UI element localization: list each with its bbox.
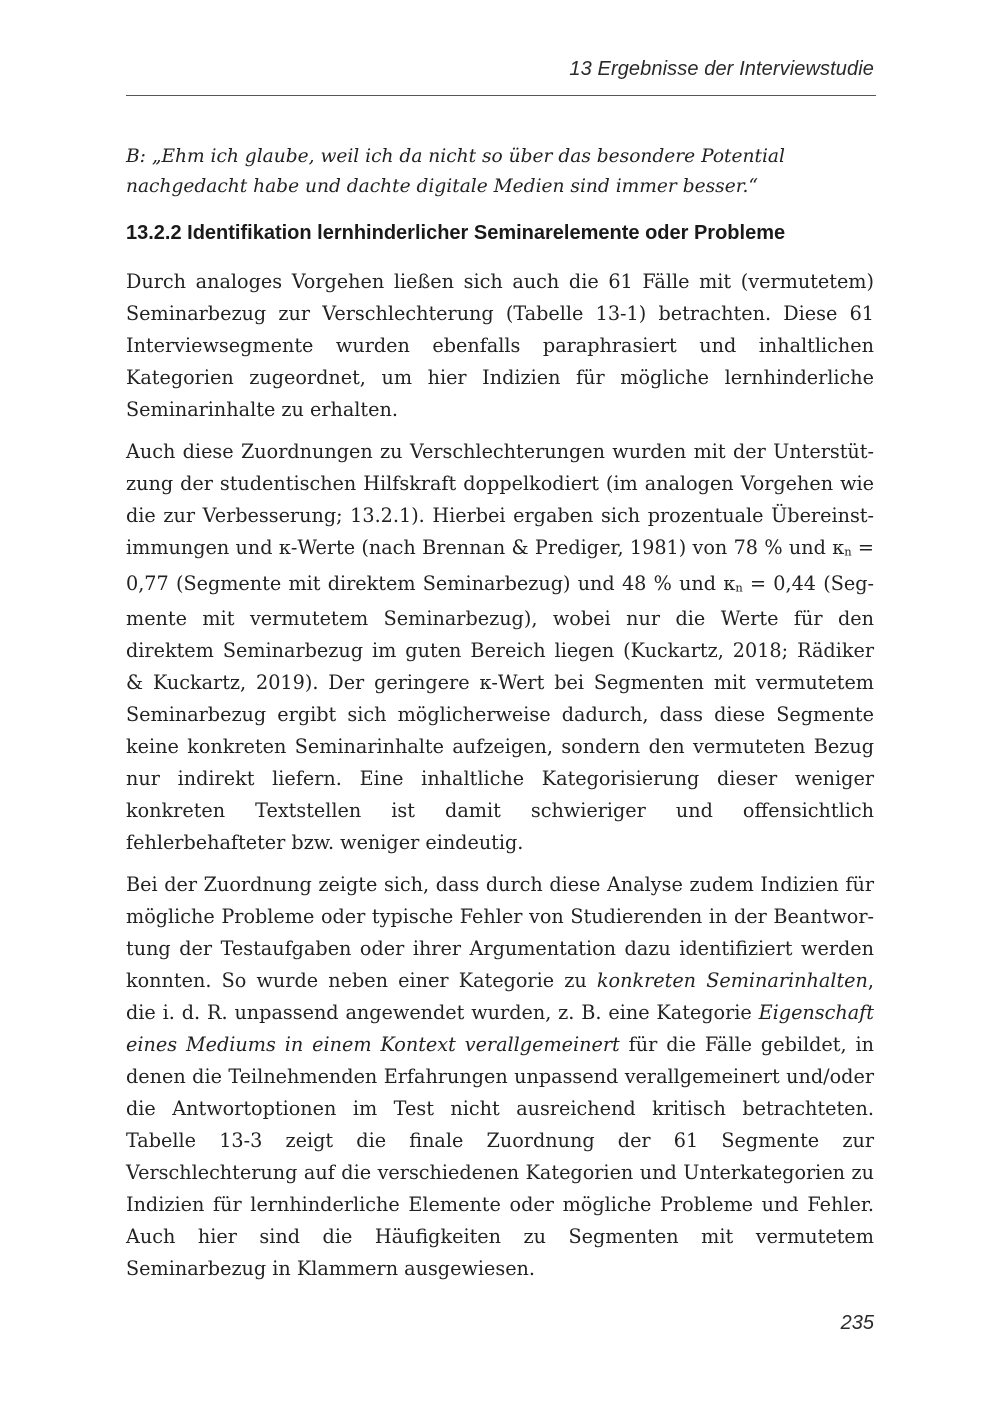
- paragraph-2-text-a: Auch diese Zuordnungen zu Verschlechterungen wurden mit der Unterstützung der studentischen Hilfskraft doppelkodiert (im analogen Vorgehen wie die zur Verbesserung; 13.2.1). Hierbei ergaben sich prozentuale Übereinstimmungen und κ-Werte (nach Brennan & Prediger, 1981) von 78 % und: [126, 440, 874, 559]
- paragraph-2-text-c: = 0,44 (Segmente mit vermutetem Seminarbezug), wobei nur die Werte für den direktem Seminarbezug im guten Bereich liegen (Kuckartz, 2018; Rädiker & Kuckartz, 2019). Der geringere κ-Wert bei Segmenten mit vermutetem Seminarbezug ergibt sich möglicherweise dadurch, dass diese Segmente keine konkreten Seminarinhalte aufzeigen, sondern den vermuteten Bezug nur indirekt liefern. Eine inhaltliche Kategorisierung dieser weniger konkreten Textstellen ist damit schwieriger und offensichtlich fehlerbehafteter bzw. weniger eindeutig.: [126, 571, 875, 855]
- section-heading: 13.2.2 Identifikation lernhinderlicher Seminarelemente oder Probleme: [126, 222, 786, 244]
- paragraph-2-text-b: = 0,77 (Segmente mit direktem Seminarbezug) und 48 % und: [126, 536, 874, 595]
- category-term-eigenschaft: Eigenschaft eines Mediums in einem Kontext verallgemeinert: [126, 1001, 874, 1057]
- page-body: [126, 142, 874, 1295]
- paragraph-3-text-b: , die i. d. R. unpassend angewendet wurden, z. B. eine Kategorie: [126, 969, 874, 1025]
- paragraph-3-text-c: für die Fälle gebildet, in denen die Teilnehmenden Erfahrungen unpassend verallgemeinert und/oder die Antwortoptionen im Test nicht ausreichend kritisch betrachteten. Tabelle 13-3 zeigt die finale Zuordnung der 61 Segmente zur Verschlechterung auf die verschiedenen Kategorien und Unterkategorien zu Indizien für lernhinderliche Elemente oder mögliche Probleme und Fehler. Auch hier sind die Häufigkeiten zu Segmenten mit vermutetem Seminarbezug in Klammern ausgewiesen.: [126, 1033, 874, 1281]
- category-term-seminarinhalte: konkreten Seminarinhalten: [596, 969, 868, 993]
- kappa-symbol: κ: [723, 571, 736, 595]
- paragraph-3: [126, 869, 874, 1285]
- paragraph-3-text-a: Bei der Zuordnung zeigte sich, dass durch diese Analyse zudem Indizien für mögliche Probleme oder typische Fehler von Studierenden in der Beantwortung der Testaufgaben oder ihrer Argumentation dazu identifiziert werden konnten. So wurde neben einer Kategorie zu: [126, 873, 874, 993]
- page-number: 235: [840, 1312, 874, 1334]
- kappa-symbol: κ: [832, 536, 845, 559]
- kappa-subscript: n: [844, 544, 852, 559]
- running-head-title: 13 Ergebnisse der Interviewstudie: [569, 58, 874, 80]
- paragraph-2: [126, 436, 874, 859]
- kappa-subscript: n: [735, 580, 743, 595]
- paragraph-1: Durch analoges Vorgehen ließen sich auch die 61 Fälle mit (vermutetem) Seminarbezug zur Verschlechterung (Tabelle 13-1) betrachten. Diese 61 Interviewsegmente wurden ebenfalls paraphrasiert und inhaltlichen Kategorien zugeordnet, um hier Indizien für mögliche lernhinderliche Seminarinhalte zu erhalten.: [126, 270, 874, 421]
- header-divider: [126, 95, 876, 96]
- interview-quote: B: „Ehm ich glaube, weil ich da nicht so über das besondere Potential nachgedacht habe und dachte digitale Medien sind immer besser.“: [126, 146, 785, 197]
